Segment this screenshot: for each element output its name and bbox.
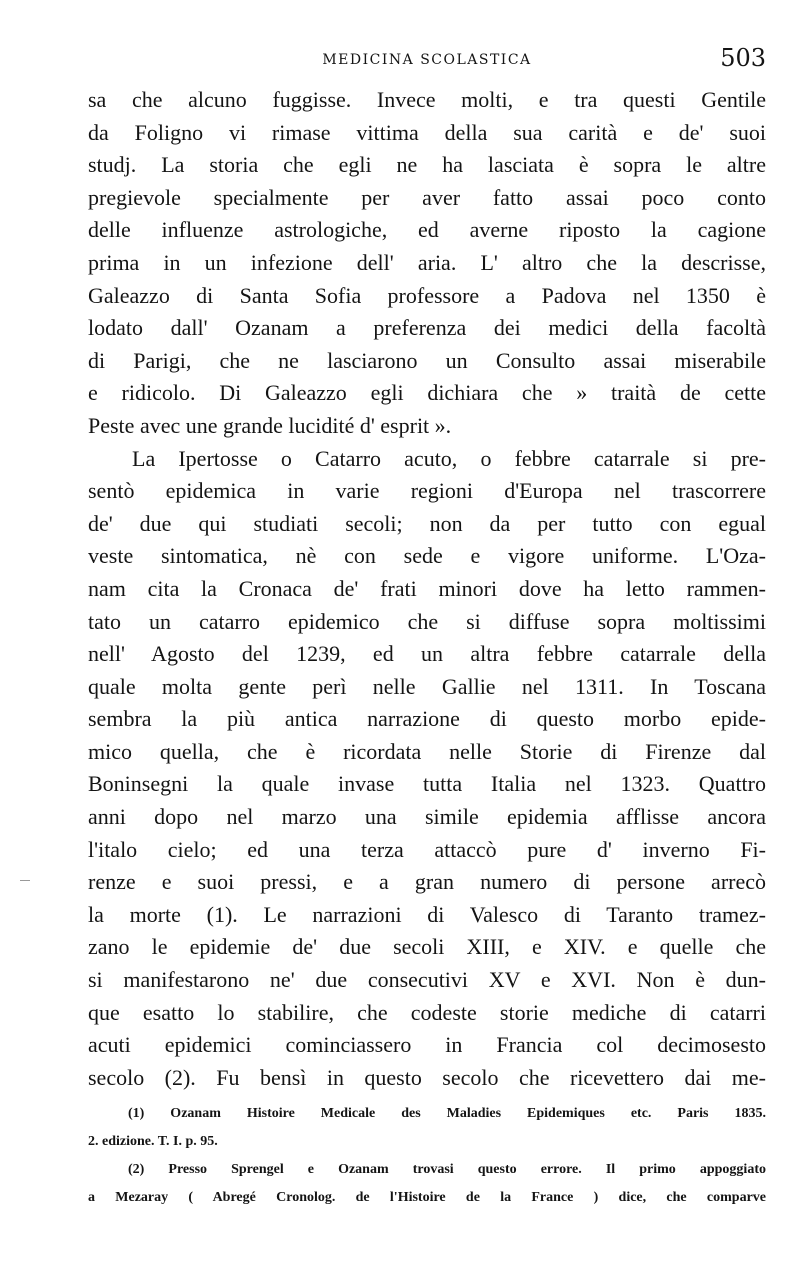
text-line: renze e suoi pressi, e a gran numero di persone arrecò (88, 869, 766, 895)
margin-mark (20, 880, 30, 881)
text-line: Boninsegni la quale invase tutta Italia nel 1323. Quattro (88, 771, 766, 797)
text-line: mico quella, che è ricordata nelle Storie di Firenze dal (88, 738, 766, 764)
text-line: sembra la più antica narrazione di questo morbo epide- (88, 706, 766, 732)
text-line: pregievole specialmente per aver fatto assai poco conto (88, 184, 766, 210)
page-number: 503 (720, 44, 766, 72)
text-line: nell' Agosto del 1239, ed un altra febbre catarrale della (88, 641, 766, 667)
text-line: La Ipertosse o Catarro acuto, o febbre catarrale si pre- (132, 445, 766, 471)
text-line: e ridicolo. Di Galeazzo egli dichiara che » traità de cette (88, 380, 766, 406)
text-line: sentò epidemica in varie regioni d'Europa nel trascorrere (88, 478, 766, 504)
footnote-line: a Mezaray ( Abregé Cronolog. de l'Histoire de la France ) dice, che comparve (88, 1190, 766, 1205)
text-line: prima in un infezione dell' aria. L' altro che la descrisse, (88, 249, 766, 275)
footnotes (88, 1100, 766, 1212)
running-head (88, 42, 766, 76)
text-line: si manifestarono ne' due consecutivi XV e XVI. Non è dun- (88, 967, 766, 993)
text-line: nam cita la Cronaca de' frati minori dove ha letto rammen- (88, 575, 766, 601)
text-line: studj. La storia che egli ne ha lasciata è sopra le altre (88, 152, 766, 178)
running-title: MEDICINA SCOLASTICA (322, 52, 532, 68)
footnote-line: 2. edizione. T. I. p. 95. (88, 1134, 218, 1149)
text-line: zano le epidemie de' due secoli XIII, e XIV. e quelle che (88, 934, 766, 960)
text-line: Galeazzo di Santa Sofia professore a Padova nel 1350 è (88, 282, 766, 308)
text-line: l'italo cielo; ed una terza attaccò pure d' inverno Fi- (88, 836, 766, 862)
text-line: que esatto lo stabilire, che codeste storie mediche di catarri (88, 999, 766, 1025)
text-line: quale molta gente perì nelle Gallie nel 1311. In Toscana (88, 673, 766, 699)
text-line: lodato dall' Ozanam a preferenza dei medici della facoltà (88, 315, 766, 341)
text-line: Peste avec une grande lucidité d' esprit ». (88, 412, 452, 438)
text-line: acuti epidemici cominciassero in Francia col decimosesto (88, 1032, 766, 1058)
text-line: sa che alcuno fuggisse. Invece molti, e tra questi Gentile (88, 87, 766, 112)
text-line: da Foligno vi rimase vittima della sua carità e de' suoi (88, 119, 766, 145)
text-line: di Parigi, che ne lasciarono un Consulto assai miserabile (88, 347, 766, 373)
text-line: de' due qui studiati secoli; non da per tutto con egual (88, 510, 766, 536)
body-text (88, 84, 766, 1094)
footnote-line: (1) Ozanam Histoire Medicale des Maladies Epidemiques etc. Paris 1835. (128, 1106, 766, 1121)
text-line: la morte (1). Le narrazioni di Valesco di Taranto tramez- (88, 901, 766, 927)
text-line: secolo (2). Fu bensì in questo secolo che ricevettero dai me- (88, 1064, 766, 1090)
text-line: veste sintomatica, nè con sede e vigore uniforme. L'Oza- (88, 543, 766, 569)
footnote-line: (2) Presso Sprengel e Ozanam trovasi questo errore. Il primo appoggiato (128, 1162, 766, 1177)
text-line: tato un catarro epidemico che si diffuse sopra moltissimi (88, 608, 766, 634)
text-line: anni dopo nel marzo una simile epidemia afflisse ancora (88, 804, 766, 830)
text-line: delle influenze astrologiche, ed averne riposto la cagione (88, 217, 766, 243)
